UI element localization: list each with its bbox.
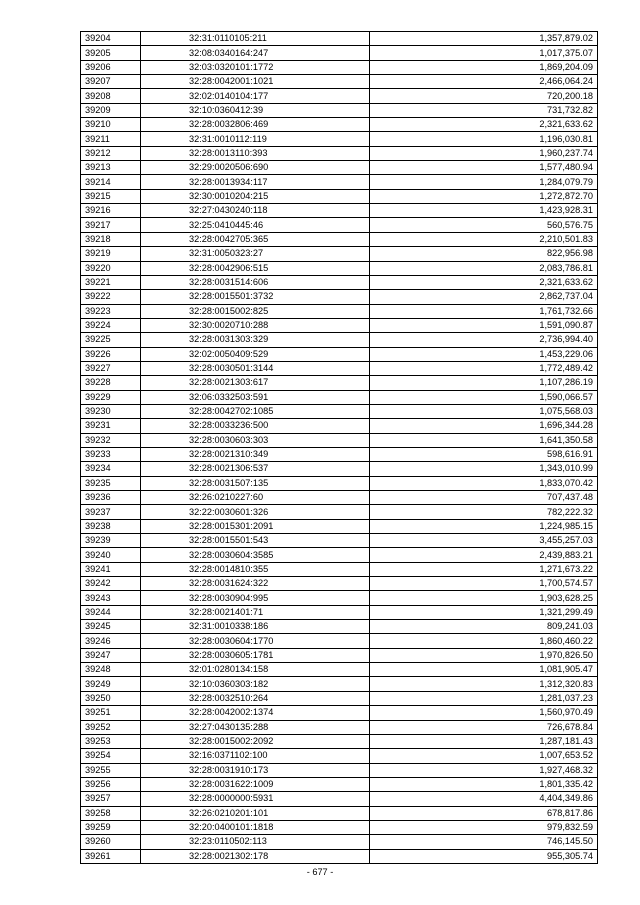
- cadastral-number-cell: 32:27:0430135:288: [141, 720, 370, 734]
- amount-cell: 1,321,299.49: [370, 605, 598, 619]
- amount-cell: 1,081,905.47: [370, 663, 598, 677]
- table-row: [81, 376, 598, 390]
- table-row: [81, 505, 598, 519]
- table-row: [81, 361, 598, 375]
- data-table-container: [80, 31, 597, 864]
- table-row: [81, 749, 598, 763]
- amount-cell: 598,616.91: [370, 447, 598, 461]
- row-number-cell: 39247: [81, 648, 141, 662]
- amount-cell: 1,075,568.03: [370, 404, 598, 418]
- table-row: [81, 534, 598, 548]
- table-row: [81, 734, 598, 748]
- amount-cell: 1,107,286.19: [370, 376, 598, 390]
- amount-cell: 3,455,257.03: [370, 534, 598, 548]
- table-row: [81, 605, 598, 619]
- amount-cell: 2,083,786.81: [370, 261, 598, 275]
- row-number-cell: 39226: [81, 347, 141, 361]
- amount-cell: 2,321,633.62: [370, 118, 598, 132]
- amount-cell: 1,017,375.07: [370, 46, 598, 60]
- table-row: [81, 577, 598, 591]
- row-number-cell: 39234: [81, 462, 141, 476]
- row-number-cell: 39208: [81, 89, 141, 103]
- amount-cell: 1,591,090.87: [370, 318, 598, 332]
- cadastral-number-cell: 32:28:0015501:3732: [141, 290, 370, 304]
- table-row: [81, 419, 598, 433]
- cadastral-number-cell: 32:28:0015501:543: [141, 534, 370, 548]
- row-number-cell: 39209: [81, 103, 141, 117]
- table-row: [81, 648, 598, 662]
- row-number-cell: 39258: [81, 806, 141, 820]
- amount-cell: 1,860,460.22: [370, 634, 598, 648]
- amount-cell: 782,222.32: [370, 505, 598, 519]
- table-row: [81, 849, 598, 863]
- amount-cell: 560,576.75: [370, 218, 598, 232]
- row-number-cell: 39204: [81, 32, 141, 46]
- row-number-cell: 39231: [81, 419, 141, 433]
- cadastral-number-cell: 32:31:0010338:186: [141, 620, 370, 634]
- amount-cell: 1,423,928.31: [370, 204, 598, 218]
- table-row: [81, 706, 598, 720]
- row-number-cell: 39240: [81, 548, 141, 562]
- cadastral-number-cell: 32:30:0020710:288: [141, 318, 370, 332]
- cadastral-number-cell: 32:28:0031507:135: [141, 476, 370, 490]
- amount-cell: 1,801,335.42: [370, 777, 598, 791]
- amount-cell: 1,287,181.43: [370, 734, 598, 748]
- amount-cell: 809,241.03: [370, 620, 598, 634]
- table-row: [81, 161, 598, 175]
- cadastral-number-cell: 32:28:0031622:1009: [141, 777, 370, 791]
- cadastral-number-cell: 32:28:0013934:117: [141, 175, 370, 189]
- table-row: [81, 519, 598, 533]
- table-row: [81, 46, 598, 60]
- table-row: [81, 620, 598, 634]
- cadastral-number-cell: 32:28:0015002:2092: [141, 734, 370, 748]
- cadastral-number-cell: 32:28:0030904:995: [141, 591, 370, 605]
- table-row: [81, 591, 598, 605]
- table-row: [81, 390, 598, 404]
- table-row: [81, 806, 598, 820]
- table-row: [81, 32, 598, 46]
- row-number-cell: 39249: [81, 677, 141, 691]
- row-number-cell: 39251: [81, 706, 141, 720]
- cadastral-number-cell: 32:26:0210227:60: [141, 491, 370, 505]
- row-number-cell: 39238: [81, 519, 141, 533]
- amount-cell: 1,271,673.22: [370, 562, 598, 576]
- cadastral-number-cell: 32:23:0110502:113: [141, 835, 370, 849]
- cadastral-number-cell: 32:28:0000000:5931: [141, 792, 370, 806]
- cadastral-number-cell: 32:30:0010204:215: [141, 189, 370, 203]
- row-number-cell: 39221: [81, 275, 141, 289]
- row-number-cell: 39215: [81, 189, 141, 203]
- amount-cell: 1,281,037.23: [370, 691, 598, 705]
- row-number-cell: 39244: [81, 605, 141, 619]
- row-number-cell: 39213: [81, 161, 141, 175]
- table-row: [81, 491, 598, 505]
- cadastral-number-cell: 32:20:0400101:1818: [141, 820, 370, 834]
- amount-cell: 1,272,872.70: [370, 189, 598, 203]
- table-row: [81, 433, 598, 447]
- amount-cell: 979,832.59: [370, 820, 598, 834]
- cadastral-number-cell: 32:22:0030601:326: [141, 505, 370, 519]
- amount-cell: 1,560,970.49: [370, 706, 598, 720]
- cadastral-number-cell: 32:28:0013110:393: [141, 146, 370, 160]
- amount-cell: 1,312,320.83: [370, 677, 598, 691]
- row-number-cell: 39260: [81, 835, 141, 849]
- row-number-cell: 39227: [81, 361, 141, 375]
- row-number-cell: 39222: [81, 290, 141, 304]
- row-number-cell: 39237: [81, 505, 141, 519]
- row-number-cell: 39250: [81, 691, 141, 705]
- cadastral-number-cell: 32:28:0031624:322: [141, 577, 370, 591]
- amount-cell: 1,903,628.25: [370, 591, 598, 605]
- cadastral-number-cell: 32:28:0030604:3585: [141, 548, 370, 562]
- row-number-cell: 39232: [81, 433, 141, 447]
- table-row: [81, 89, 598, 103]
- row-number-cell: 39252: [81, 720, 141, 734]
- row-number-cell: 39207: [81, 75, 141, 89]
- amount-cell: 822,956.98: [370, 247, 598, 261]
- table-row: [81, 634, 598, 648]
- amount-cell: 1,833,070.42: [370, 476, 598, 490]
- amount-cell: 1,453,229.06: [370, 347, 598, 361]
- table-row: [81, 404, 598, 418]
- cadastral-number-cell: 32:29:0020506:690: [141, 161, 370, 175]
- cadastral-number-cell: 32:02:0140104:177: [141, 89, 370, 103]
- cadastral-number-cell: 32:28:0031514:606: [141, 275, 370, 289]
- cadastral-number-cell: 32:16:0371102:100: [141, 749, 370, 763]
- row-number-cell: 39212: [81, 146, 141, 160]
- table-row: [81, 103, 598, 117]
- amount-cell: 2,210,501.83: [370, 232, 598, 246]
- row-number-cell: 39255: [81, 763, 141, 777]
- cadastral-number-cell: 32:08:0340164:247: [141, 46, 370, 60]
- amount-cell: 4,404,349.86: [370, 792, 598, 806]
- amount-cell: 1,696,344.28: [370, 419, 598, 433]
- row-number-cell: 39253: [81, 734, 141, 748]
- table-row: [81, 777, 598, 791]
- amount-cell: 678,817.86: [370, 806, 598, 820]
- row-number-cell: 39216: [81, 204, 141, 218]
- amount-cell: 1,196,030.81: [370, 132, 598, 146]
- table-row: [81, 304, 598, 318]
- row-number-cell: 39242: [81, 577, 141, 591]
- amount-cell: 726,678.84: [370, 720, 598, 734]
- cadastral-number-cell: 32:28:0021303:617: [141, 376, 370, 390]
- row-number-cell: 39220: [81, 261, 141, 275]
- amount-cell: 1,007,653.52: [370, 749, 598, 763]
- row-number-cell: 39256: [81, 777, 141, 791]
- row-number-cell: 39243: [81, 591, 141, 605]
- amount-cell: 1,927,468.32: [370, 763, 598, 777]
- cadastral-number-cell: 32:28:0031303:329: [141, 333, 370, 347]
- cadastral-number-cell: 32:25:0410445:46: [141, 218, 370, 232]
- cadastral-number-cell: 32:10:0360303:182: [141, 677, 370, 691]
- amount-cell: 1,970,826.50: [370, 648, 598, 662]
- table-row: [81, 763, 598, 777]
- row-number-cell: 39205: [81, 46, 141, 60]
- cadastral-number-cell: 32:28:0032806:469: [141, 118, 370, 132]
- cadastral-number-cell: 32:28:0021306:537: [141, 462, 370, 476]
- cadastral-number-cell: 32:28:0015002:825: [141, 304, 370, 318]
- amount-cell: 1,590,066.57: [370, 390, 598, 404]
- cadastral-number-cell: 32:28:0030604:1770: [141, 634, 370, 648]
- table-row: [81, 118, 598, 132]
- amount-cell: 2,862,737.04: [370, 290, 598, 304]
- row-number-cell: 39211: [81, 132, 141, 146]
- table-row: [81, 462, 598, 476]
- amount-cell: 1,577,480.94: [370, 161, 598, 175]
- row-number-cell: 39259: [81, 820, 141, 834]
- table-row: [81, 720, 598, 734]
- table-row: [81, 447, 598, 461]
- row-number-cell: 39245: [81, 620, 141, 634]
- amount-cell: 1,960,237.74: [370, 146, 598, 160]
- row-number-cell: 39206: [81, 60, 141, 74]
- cadastral-number-cell: 32:28:0021310:349: [141, 447, 370, 461]
- row-number-cell: 39230: [81, 404, 141, 418]
- table-body: [81, 32, 598, 864]
- cadastral-number-cell: 32:28:0042906:515: [141, 261, 370, 275]
- table-row: [81, 247, 598, 261]
- amount-cell: 2,439,883.21: [370, 548, 598, 562]
- cadastral-number-cell: 32:27:0430240:118: [141, 204, 370, 218]
- row-number-cell: 39254: [81, 749, 141, 763]
- table-row: [81, 218, 598, 232]
- amount-cell: 731,732.82: [370, 103, 598, 117]
- row-number-cell: 39233: [81, 447, 141, 461]
- cadastral-number-cell: 32:28:0042001:1021: [141, 75, 370, 89]
- row-number-cell: 39218: [81, 232, 141, 246]
- table-row: [81, 333, 598, 347]
- table-row: [81, 146, 598, 160]
- cadastral-number-cell: 32:28:0030605:1781: [141, 648, 370, 662]
- amount-cell: 720,200.18: [370, 89, 598, 103]
- table-row: [81, 318, 598, 332]
- table-row: [81, 691, 598, 705]
- row-number-cell: 39217: [81, 218, 141, 232]
- cadastral-number-cell: 32:10:0360412:39: [141, 103, 370, 117]
- row-number-cell: 39239: [81, 534, 141, 548]
- table-row: [81, 175, 598, 189]
- row-number-cell: 39241: [81, 562, 141, 576]
- table-row: [81, 562, 598, 576]
- cadastral-number-cell: 32:01:0280134:158: [141, 663, 370, 677]
- cadastral-number-cell: 32:31:0010112:119: [141, 132, 370, 146]
- row-number-cell: 39246: [81, 634, 141, 648]
- cadastral-number-cell: 32:28:0031910:173: [141, 763, 370, 777]
- cadastral-number-cell: 32:28:0015301:2091: [141, 519, 370, 533]
- row-number-cell: 39228: [81, 376, 141, 390]
- table-row: [81, 663, 598, 677]
- table-row: [81, 835, 598, 849]
- cadastral-number-cell: 32:26:0210201:101: [141, 806, 370, 820]
- amount-cell: 1,284,079.79: [370, 175, 598, 189]
- amount-cell: 2,466,064.24: [370, 75, 598, 89]
- row-number-cell: 39248: [81, 663, 141, 677]
- table-row: [81, 347, 598, 361]
- cadastral-number-cell: 32:02:0050409:529: [141, 347, 370, 361]
- row-number-cell: 39261: [81, 849, 141, 863]
- row-number-cell: 39223: [81, 304, 141, 318]
- row-number-cell: 39210: [81, 118, 141, 132]
- amount-cell: 955,305.74: [370, 849, 598, 863]
- row-number-cell: 39214: [81, 175, 141, 189]
- cadastral-number-cell: 32:28:0042002:1374: [141, 706, 370, 720]
- amount-cell: 2,321,633.62: [370, 275, 598, 289]
- table-row: [81, 75, 598, 89]
- cadastral-number-cell: 32:06:0332503:591: [141, 390, 370, 404]
- cadastral-number-cell: 32:28:0042702:1085: [141, 404, 370, 418]
- table-row: [81, 677, 598, 691]
- amount-cell: 1,761,732.66: [370, 304, 598, 318]
- table-row: [81, 476, 598, 490]
- table-row: [81, 204, 598, 218]
- table-row: [81, 275, 598, 289]
- cadastral-number-cell: 32:28:0014810:355: [141, 562, 370, 576]
- amount-cell: 1,357,879.02: [370, 32, 598, 46]
- row-number-cell: 39219: [81, 247, 141, 261]
- table-row: [81, 261, 598, 275]
- amount-cell: 707,437.48: [370, 491, 598, 505]
- amount-cell: 1,641,350.58: [370, 433, 598, 447]
- amount-cell: 1,772,489.42: [370, 361, 598, 375]
- row-number-cell: 39224: [81, 318, 141, 332]
- table-row: [81, 820, 598, 834]
- row-number-cell: 39225: [81, 333, 141, 347]
- row-number-cell: 39236: [81, 491, 141, 505]
- cadastral-number-cell: 32:28:0033236:500: [141, 419, 370, 433]
- data-table: [80, 31, 598, 864]
- cadastral-number-cell: 32:28:0032510:264: [141, 691, 370, 705]
- cadastral-number-cell: 32:31:0110105:211: [141, 32, 370, 46]
- cadastral-number-cell: 32:31:0050323:27: [141, 247, 370, 261]
- cadastral-number-cell: 32:28:0042705:365: [141, 232, 370, 246]
- cadastral-number-cell: 32:03:0320101:1772: [141, 60, 370, 74]
- amount-cell: 746,145.50: [370, 835, 598, 849]
- amount-cell: 2,736,994.40: [370, 333, 598, 347]
- amount-cell: 1,343,010.99: [370, 462, 598, 476]
- table-row: [81, 60, 598, 74]
- amount-cell: 1,224,985.15: [370, 519, 598, 533]
- table-row: [81, 792, 598, 806]
- table-row: [81, 548, 598, 562]
- table-row: [81, 290, 598, 304]
- cadastral-number-cell: 32:28:0021302:178: [141, 849, 370, 863]
- amount-cell: 1,700,574.57: [370, 577, 598, 591]
- row-number-cell: 39235: [81, 476, 141, 490]
- table-row: [81, 232, 598, 246]
- row-number-cell: 39257: [81, 792, 141, 806]
- table-row: [81, 189, 598, 203]
- cadastral-number-cell: 32:28:0030603:303: [141, 433, 370, 447]
- amount-cell: 1,869,204.09: [370, 60, 598, 74]
- cadastral-number-cell: 32:28:0030501:3144: [141, 361, 370, 375]
- page-number: - 677 -: [306, 867, 334, 877]
- cadastral-number-cell: 32:28:0021401:71: [141, 605, 370, 619]
- row-number-cell: 39229: [81, 390, 141, 404]
- table-row: [81, 132, 598, 146]
